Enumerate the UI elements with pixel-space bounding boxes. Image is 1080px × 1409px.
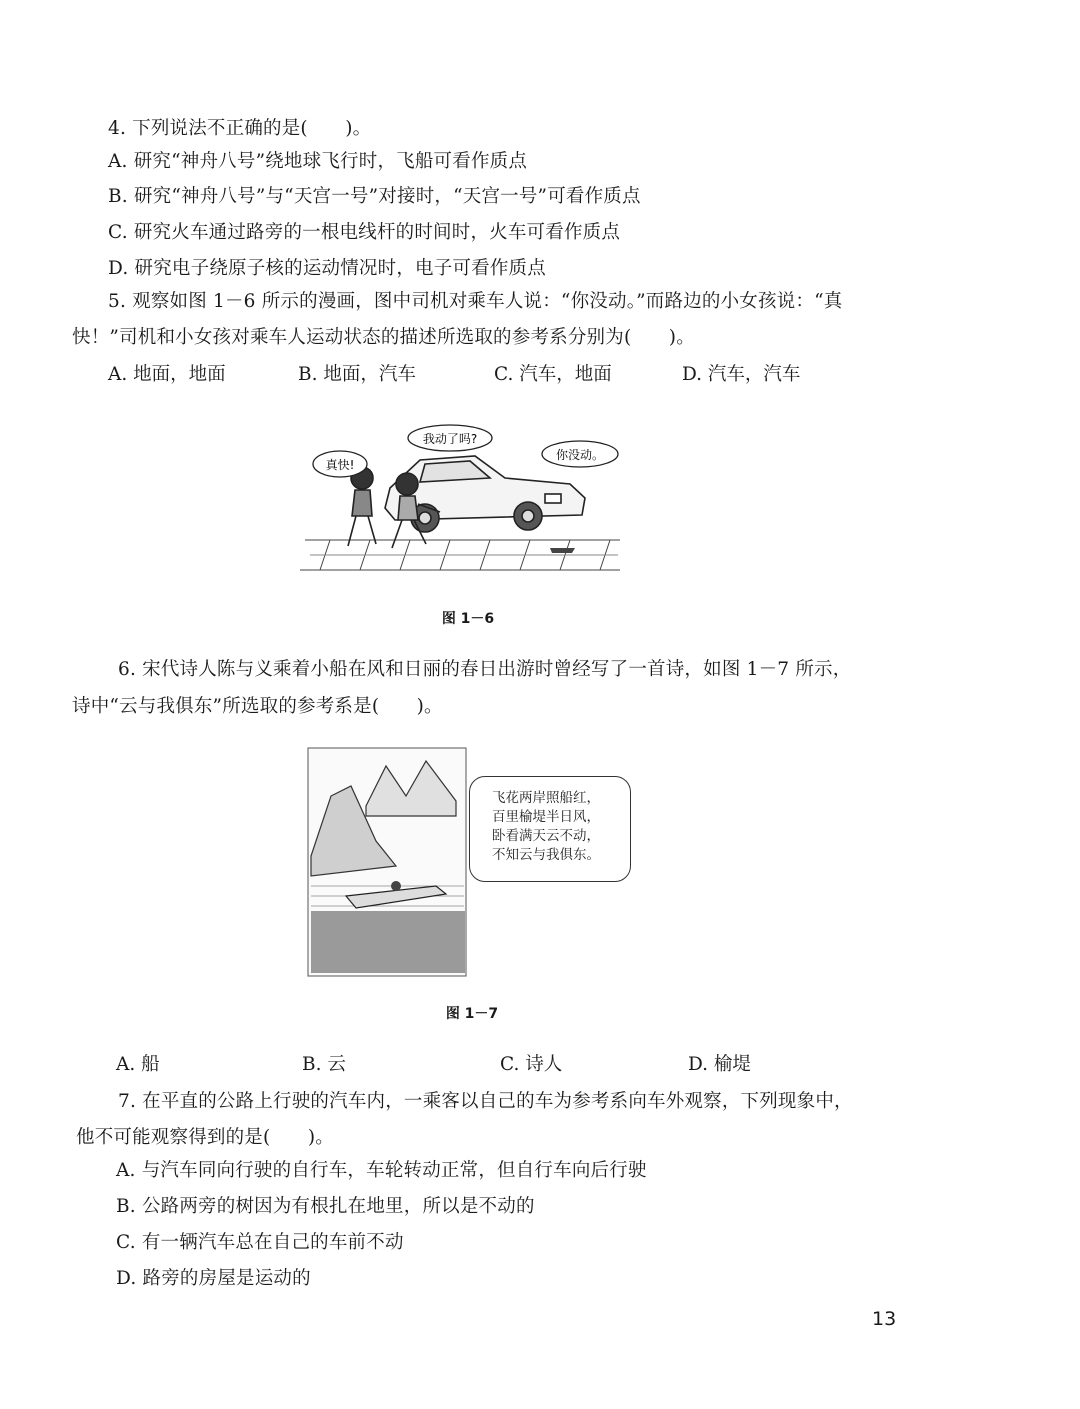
poem-line-4: 不知云与我俱东。	[492, 847, 600, 863]
figure-1-7-illustration	[306, 746, 468, 978]
q6-stem-line2: 诗中“云与我俱东”所选取的参考系是( )。	[72, 696, 443, 717]
figure-1-7-caption: 图 1－7	[445, 1006, 499, 1022]
poem-line-1: 飞花两岸照船红，	[492, 790, 600, 806]
figure-1-6-caption: 图 1－6	[441, 611, 495, 627]
q4-option-a: A. 研究“神舟八号”绕地球飞行时，飞船可看作质点	[108, 151, 528, 172]
q4-option-b: B. 研究“神舟八号”与“天宫一号”对接时，“天宫一号”可看作质点	[108, 186, 641, 207]
q5-stem-line2: 快！”司机和小女孩对乘车人运动状态的描述所选取的参考系分别为( )。	[72, 327, 695, 348]
q4-option-d: D. 研究电子绕原子核的运动情况时，电子可看作质点	[108, 258, 546, 279]
q5-stem-line1: 5. 观察如图 1－6 所示的漫画，图中司机对乘车人说：“你没动。”而路边的小女孩说：“真	[108, 291, 843, 312]
poem-line-2: 百里榆堤半日风，	[492, 809, 600, 825]
q7-stem-line2: 他不可能观察得到的是( )。	[76, 1127, 334, 1148]
q6-options	[0, 1053, 1080, 1077]
q4-option-c: C. 研究火车通过路旁的一根电线杆的时间时，火车可看作质点	[108, 222, 621, 243]
q5-options	[0, 363, 1080, 387]
q6-option-a: A. 船	[116, 1054, 160, 1075]
bubble-text-driver: 你没动。	[555, 448, 605, 462]
poem-speech-bubble	[469, 776, 631, 882]
q7-option-c: C. 有一辆汽车总在自己的车前不动	[116, 1232, 404, 1253]
q6-stem-line1: 6. 宋代诗人陈与义乘着小船在风和日丽的春日出游时曾经写了一首诗，如图 1－7 所示，	[118, 659, 852, 680]
q7-option-b: B. 公路两旁的树因为有根扎在地里，所以是不动的	[116, 1196, 535, 1217]
q6-option-b: B. 云	[302, 1054, 346, 1075]
q4-stem: 4. 下列说法不正确的是( )。	[108, 118, 372, 139]
q6-option-c: C. 诗人	[500, 1054, 563, 1075]
q5-option-a: A. 地面，地面	[108, 364, 226, 385]
bubble-text-girl: 真快!	[325, 458, 355, 472]
q7-option-a: A. 与汽车同向行驶的自行车，车轮转动正常，但自行车向后行驶	[116, 1160, 647, 1181]
q7-stem-line1: 7. 在平直的公路上行驶的汽车内，一乘客以自己的车为参考系向车外观察，下列现象中，	[118, 1091, 853, 1112]
q5-option-d: D. 汽车，汽车	[682, 364, 801, 385]
q5-option-b: B. 地面，汽车	[298, 364, 416, 385]
bubble-text-passenger: 我动了吗?	[422, 432, 478, 446]
q6-option-d: D. 榆堤	[688, 1054, 751, 1075]
q7-option-d: D. 路旁的房屋是运动的	[116, 1268, 311, 1289]
q5-option-c: C. 汽车，地面	[494, 364, 612, 385]
figure-1-6-illustration	[300, 420, 630, 580]
poem-line-3: 卧看满天云不动，	[492, 828, 600, 844]
car-cartoon-svg	[300, 420, 630, 580]
landscape-boat-svg	[306, 746, 468, 978]
page-number: 13	[872, 1308, 897, 1330]
